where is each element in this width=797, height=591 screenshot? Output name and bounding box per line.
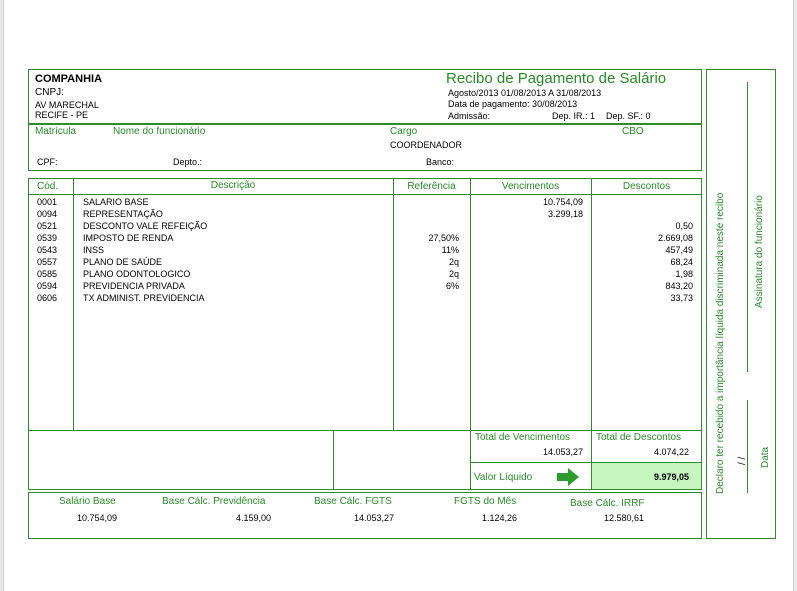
table-row-vencimentos	[474, 256, 583, 268]
table-row-cod: 0094	[37, 209, 58, 219]
total-vencimentos-label: Total de Vencimentos	[475, 432, 571, 443]
header-cod: Cód.	[37, 181, 59, 192]
table-row-descontos	[594, 208, 693, 220]
header-descontos: Descontos	[622, 181, 671, 192]
table-row-descontos: 843,20	[665, 281, 693, 291]
table-row-referencia	[396, 220, 459, 232]
signature-line	[747, 82, 748, 372]
cbo-label: CBO	[622, 126, 644, 137]
receipt-page	[3, 0, 794, 591]
table-row-referencia: 2q	[448, 257, 459, 267]
col-divider-ref	[470, 178, 471, 490]
admissao-label: Admissão:	[448, 111, 491, 121]
table-row-descricao: PLANO DE SAÚDE	[83, 257, 163, 267]
table-row-referencia	[396, 208, 459, 220]
dep-ir: Dep. IR.: 1	[552, 111, 596, 121]
table-row-vencimentos: 10.754,09	[542, 197, 583, 207]
table-row-descricao: TX ADMINIST. PREVIDENCIA	[83, 293, 205, 303]
col-divider-desc	[393, 178, 394, 431]
cpf-label: CPF:	[37, 157, 58, 167]
table-row-descricao: IMPOSTO DE RENDA	[83, 233, 174, 243]
table-row-cod: 0001	[37, 197, 58, 207]
table-row-cod: 0543	[37, 245, 58, 255]
total-descontos-value: 4.074,22	[653, 447, 689, 457]
table-row-descontos: 0,50	[675, 221, 693, 231]
depto-label: Depto.:	[173, 157, 203, 167]
cargo-label: Cargo	[390, 126, 418, 137]
table-row-cod: 0521	[37, 221, 58, 231]
payment-date: Data de pagamento: 30/08/2013	[448, 99, 578, 109]
cnpj-label: CNPJ:	[35, 87, 64, 98]
base-irrf-label: Base Cálc. IRRF	[570, 498, 645, 509]
totals-divider	[28, 430, 702, 431]
table-row-descricao: PREVIDENCIA PRIVADA	[83, 281, 185, 291]
col-descricao	[83, 196, 388, 304]
table-row-descontos	[594, 196, 693, 208]
table-row-referencia: 2q	[448, 269, 459, 279]
period: Agosto/2013 01/08/2013 A 31/08/2013	[448, 88, 602, 98]
base-fgts-value: 14.053,27	[354, 513, 395, 523]
data-label: Data	[760, 446, 771, 468]
table-row-cod: 0539	[37, 233, 58, 243]
table-row-descontos: 68,24	[670, 257, 693, 267]
base-previdencia-label: Base Cálc. Previdência	[162, 496, 266, 507]
valor-liquido-value: 9.979,05	[653, 472, 689, 482]
table-row-referencia	[396, 196, 459, 208]
base-irrf-value: 12.580,61	[604, 513, 645, 523]
company-city: RECIFE - PE	[35, 110, 89, 120]
table-row-descontos: 33,73	[670, 293, 693, 303]
base-previdencia-value: 4.159,00	[236, 513, 272, 523]
table-row-descricao: DESCONTO VALE REFEIÇÃO	[83, 221, 208, 231]
table-row-descontos: 2.669,08	[657, 233, 693, 243]
table-row-descricao: PLANO ODONTOLOGICO	[83, 269, 191, 279]
table-header-divider	[28, 194, 702, 195]
cargo-value: COORDENADOR	[390, 140, 463, 150]
salario-base-label: Salário Base	[59, 496, 116, 507]
table-row-descontos: 1,98	[675, 269, 693, 279]
table-row-referencia: 11%	[441, 245, 459, 255]
table-row-vencimentos	[474, 292, 583, 304]
total-vencimentos-value: 14.053,27	[542, 447, 583, 457]
table-row-descricao: INSS	[83, 245, 105, 255]
table-row-vencimentos	[474, 280, 583, 292]
receipt-title: Recibo de Pagamento de Salário	[446, 70, 667, 87]
base-fgts-label: Base Cálc. FGTS	[314, 496, 392, 507]
totals-left-divider	[333, 430, 334, 490]
date-line	[747, 400, 748, 493]
table-row-referencia: 27,50%	[428, 233, 459, 243]
col-divider-venc	[591, 178, 592, 490]
header-referencia: Referência	[407, 181, 456, 192]
col-cod	[37, 196, 71, 304]
banco-label: Banco:	[426, 157, 455, 167]
assinatura-label: Assinatura do funcionário	[754, 195, 765, 308]
table-row-referencia: 6%	[445, 281, 459, 291]
col-descontos	[594, 196, 693, 304]
total-descontos-label: Total de Descontos	[596, 432, 682, 443]
fgts-mes-value: 1.124,26	[482, 513, 518, 523]
dep-sf: Dep. SF.: 0	[606, 111, 651, 121]
table-row-cod: 0594	[37, 281, 58, 291]
table-row-cod: 0557	[37, 257, 58, 267]
table-row-cod: 0606	[37, 293, 58, 303]
table-row-descricao: SALARIO BASE	[83, 197, 149, 207]
col-vencimentos	[474, 196, 583, 304]
table-row-referencia	[396, 292, 459, 304]
header-descricao: Descrição	[210, 180, 256, 191]
col-divider-cod	[73, 178, 74, 431]
header-vencimentos: Vencimentos	[501, 181, 560, 192]
date-slashes: / /	[737, 456, 748, 465]
table-row-descricao: REPRESENTAÇÃO	[83, 209, 163, 219]
table-row-cod: 0585	[37, 269, 58, 279]
table-row-vencimentos	[474, 268, 583, 280]
company-address: AV MARECHAL	[35, 100, 99, 110]
right-arrow-icon	[556, 467, 580, 487]
nome-label: Nome do funcionário	[113, 126, 206, 137]
company-name: COMPANHIA	[35, 73, 103, 85]
table-row-vencimentos	[474, 232, 583, 244]
table-row-descontos: 457,49	[665, 245, 693, 255]
table-row-vencimentos	[474, 244, 583, 256]
matricula-label: Matrícula	[35, 126, 77, 137]
valor-liquido-label: Valor Líquido	[474, 472, 533, 483]
col-referencia	[396, 196, 459, 304]
salario-base-value: 10.754,09	[77, 513, 118, 523]
table-row-vencimentos	[474, 220, 583, 232]
fgts-mes-label: FGTS do Mês	[454, 496, 517, 507]
table-row-vencimentos: 3.299,18	[547, 209, 583, 219]
declaro-text: Declaro ter recebido a importância líquida discriminada neste recibo	[715, 192, 726, 494]
